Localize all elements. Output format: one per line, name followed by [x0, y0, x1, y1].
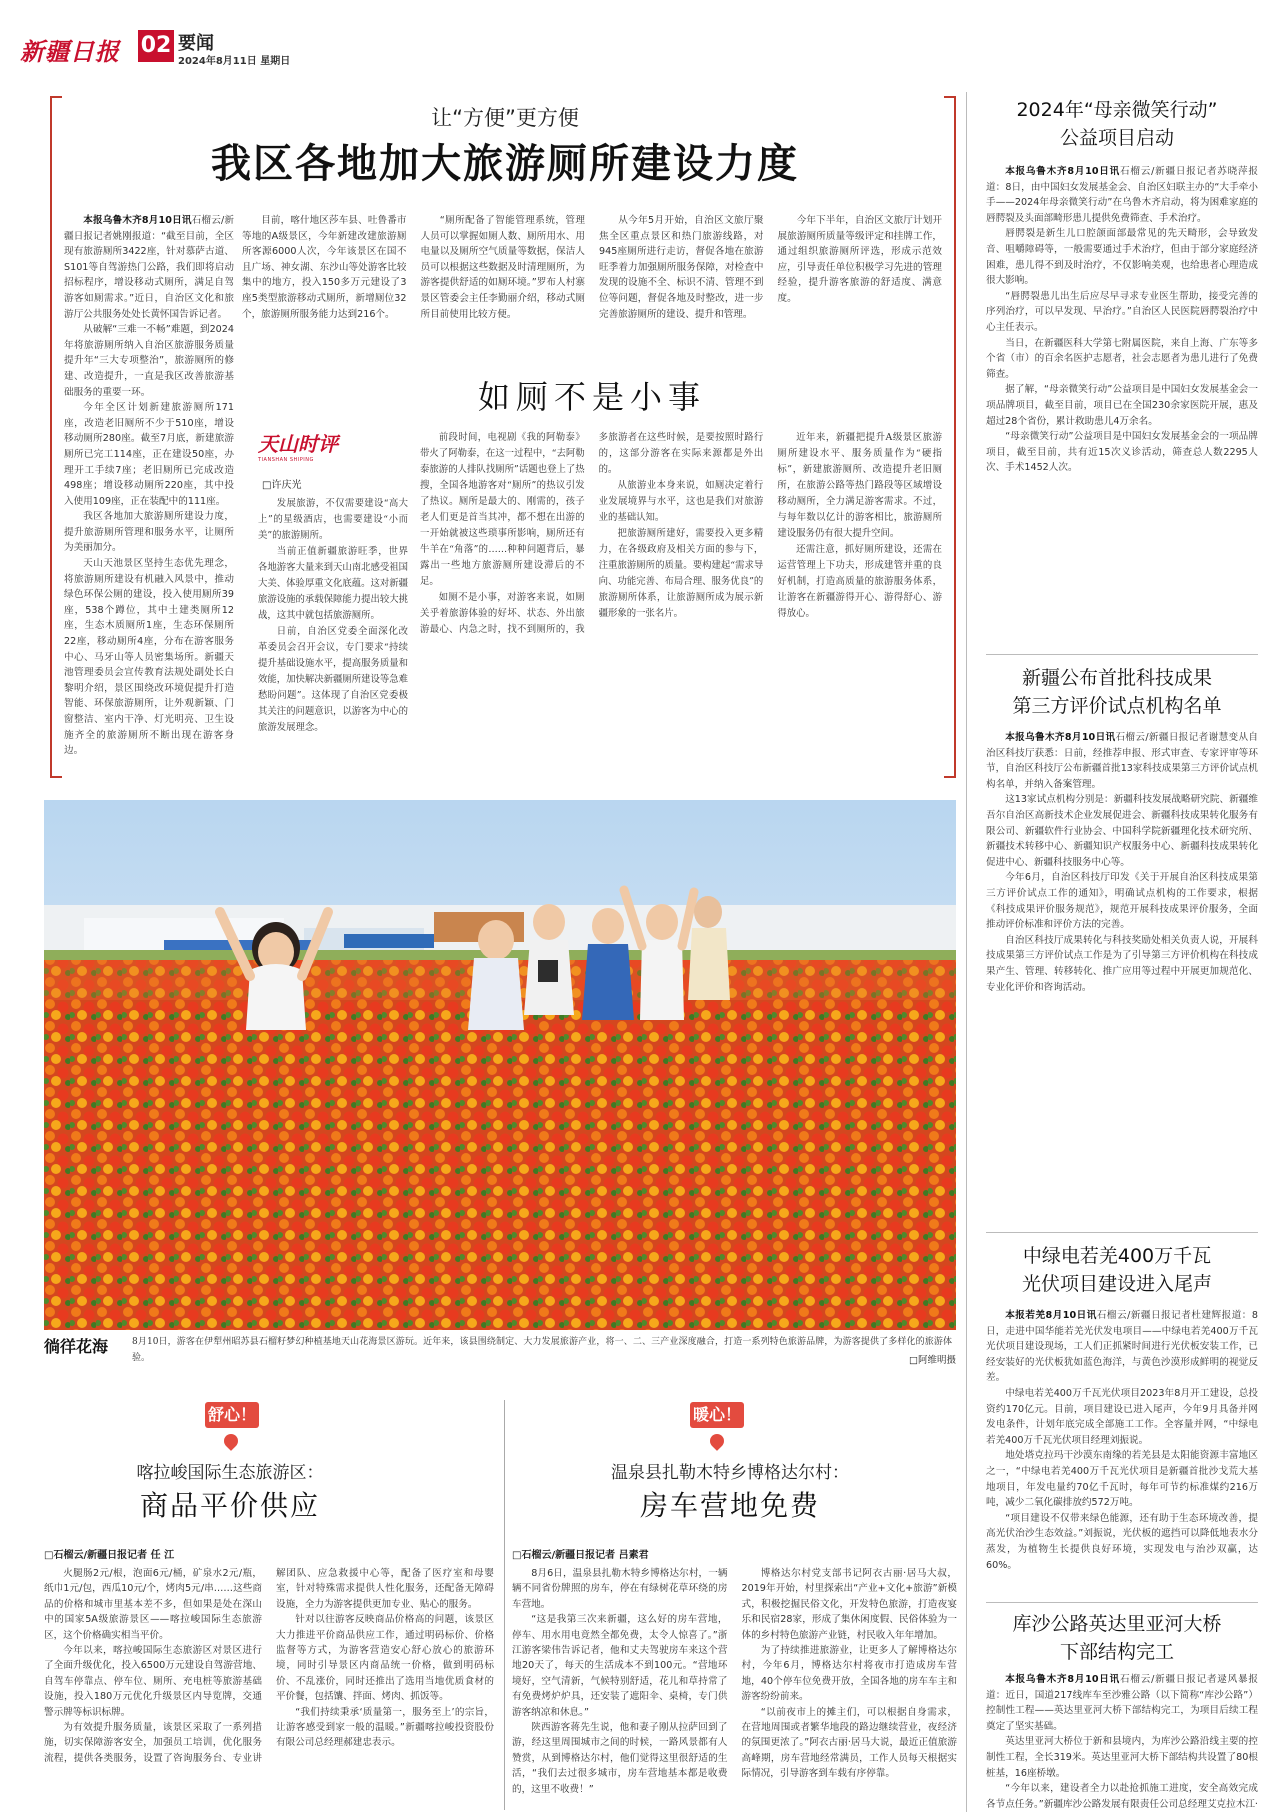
title-line: 库沙公路英达里亚河大桥 [1012, 1613, 1222, 1635]
paragraph: 据了解，“母亲微笑行动”公益项目是中国妇女发展基金会一项品牌项目，截至目前，项目已在全国230余家医院开展，惠及超过28个省份，累计救助患儿4万余名。 [986, 384, 1258, 427]
paragraph: 石榴云/新疆日报记者苏晓萍报道：8日，由中国妇女发展基金会、自治区妇联主办的“大手牵小手——2024年母亲微笑行动”在乌鲁木齐启动，将为困难家庭的唇腭裂及头面部畸形患儿提供免费筛查、手术治疗。 [986, 166, 1258, 224]
title-line: 公益项目启动 [1059, 127, 1174, 149]
mid-paragraph: 为了持续推进旅游业，让更多人了解博格达尔村，今年6月，博格达尔村将夜市打造成房车营地，40个停车位免费开放，全国各地的房车车主和游客纷纷前来。 [741, 1645, 957, 1703]
main-kicker: 让“方便”更方便 [431, 106, 579, 130]
title-line: 下部结构完工 [1059, 1641, 1174, 1663]
story-divider [986, 1232, 1258, 1233]
paragraph: 地处塔克拉玛干沙漠东南缘的若羌县是太阳能资源丰富地区之一，“中绿电若羌400万千瓦光伏项目是新疆首批沙戈荒大基地项目，年发电量约70亿千瓦时，每年可节约标准煤约216万吨，减少二氧化碳排放约572万吨。 [986, 1450, 1258, 1509]
right-story-1-title [972, 96, 1262, 152]
paragraph: “母亲微笑行动”公益项目是中国妇女发展基金会的一项品牌项目，截至目前，共有近15次义诊活动，筛查总人数2295人次、手术1452人次。 [986, 431, 1258, 474]
title-line: 光伏项目建设进入尾声 [1021, 1273, 1212, 1295]
paragraph: 中绿电若羌400万千瓦光伏项目2023年8月开工建设，总投资约170亿元。目前，项目建设已进入尾声，今年9月具备并网发电条件，计划年底完成全部施工工作。全容量并网，“中绿电若羌400万千瓦光伏项目经理刘振说。 [986, 1387, 1258, 1446]
location-pin-icon [221, 1431, 241, 1451]
main-paragraph: 今年全区计划新建旅游厕所171座，改造老旧厕所不少于510座，增设移动厕所280座。截至7月底，新建旅游厕所已完工114座，正在建设50座，办理开工手续7座；老旧厕所已完成改造498座；增设移动厕所220座，其中投入使用109座，正在装配中的111座。 [64, 402, 234, 507]
commentary-paragraph: 从旅游业本身来说，如厕决定着行业发展境界与水平，这也是我们对旅游业的基础认知。 [598, 480, 764, 523]
issue-date [178, 52, 290, 67]
badge-text: 暖心！ [692, 1405, 741, 1424]
right-story-4-body [986, 1672, 1258, 1810]
weekday-text: 星期日 [260, 56, 291, 67]
mid-paragraph: 陕西游客蒋先生说，他和妻子刚从拉萨回到了游，经这里周围城市之间的时候，一路风景都有人赞赏，从到博格达尔村，他们觉得这里很舒适的生活，“我们去过很多城市，房车营地基本都是收费的，这里不收费！” [512, 1722, 728, 1795]
commentary-body [258, 496, 408, 768]
photo-credit: □阿维明摄 [909, 1355, 956, 1366]
paragraph: 当日，在新疆医科大学第七附属医院，来自上海、广东等多个省（市）的百余名医护志愿者，社会志愿者为患儿进行了免费筛查。 [986, 337, 1258, 380]
paragraph: 石榴云/新疆日报记者谢慧变从自治区科技厅获悉：日前，经推荐申报、形式审查、专家评审等环节，自治区科技厅公布新疆首批13家科技成果第三方评价试点机构名单，并纳入备案管理。 [986, 732, 1258, 790]
page-number: 02 [138, 30, 174, 62]
commentary-paragraph: 当前正值新疆旅游旺季，世界各地游客大量来到天山南北感受祖国大美、体验厚重文化底蕴。这对新疆旅游设施的承载保障能力提出较大挑战，这其中就包括旅游厕所。 [258, 546, 408, 621]
right-story-3-body [986, 1308, 1258, 1598]
column-logo-text: 天山时评 [258, 432, 338, 456]
right-story-2-body [986, 730, 1258, 1224]
main-paragraph: 我区各地加大旅游厕所建设力度，提升旅游厕所管理和服务水平，让厕所为美丽加分。 [64, 511, 234, 554]
commentary-body-cont [420, 430, 942, 768]
left-story-body [44, 1566, 494, 1811]
frame-corner-bl [50, 776, 62, 778]
main-paragraph: 今年下半年，自治区文旅厅计划开展旅游厕所质量等级评定和挂牌工作，通过组织旅游厕所评选，形成示范效应，引导责任单位积极学习先进的管理经验，提升游客旅游的舒适度、满意度。 [777, 215, 942, 304]
main-headline: 我区各地加大旅游厕所建设力度 [211, 141, 799, 187]
paragraph: 今年6月，自治区科技厅印发《关于开展自治区科技成果第三方评价试点工作的通知》，明确试点机构的工作要求，根据《科技成果评价服务规范》，规范开展科技成果评价服务，全面推动评价标准和评价方法的完善。 [986, 872, 1258, 931]
frame-right [954, 96, 956, 778]
dateline: 本报乌鲁木齐8月10日讯 [1005, 166, 1121, 177]
newspaper-logo: 新疆日报 [20, 37, 120, 66]
commentary-paragraph: 前段时间，电视剧《我的阿勒泰》带火了阿勒泰，在这一过程中，“去阿勒泰旅游的人排队找厕所”话题也登上了热搜，全国各地游客对“厕所”的热议引发了热议。厕所是最大的、刚需的，孩子老人们更是首当其冲，都不想在出游的一开始就被这些琐事所影响，厕所还有牛羊在“角落”的……种种问题背后，暴露出一些地方旅游厕所建设滞后的不足。 [420, 432, 585, 587]
badge-text: 舒心！ [207, 1405, 256, 1424]
story-divider [986, 1602, 1258, 1603]
paragraph: “今年以来，建设者全力以赴抢抓施工进度，安全高效完成各节点任务。”新疆库沙公路发展有限责任公司总经理艾克拉木江· [986, 1783, 1258, 1810]
photo-title: 徜徉花海 [44, 1337, 109, 1356]
commentary-paragraph: 日前，自治区党委全面深化改革委员会召开会议，专门要求“持续提升基础设施水平，提高服务质量和效能，加快解决新疆厕所建设等急难愁盼问题”。这体现了自治区党委极其关注的问题意识，以游客为中心的旅游发展理念。 [258, 626, 408, 733]
dateline: 本报乌鲁木齐8月10日讯 [1005, 1674, 1121, 1685]
right-story-3-title [972, 1242, 1262, 1298]
main-paragraph: 从今年5月开始，自治区文旅厅聚焦全区重点景区和热门旅游线路，对945座厕所进行走访，督促各地在旅游旺季着力加强厕所服务保障，对检查中发现的设施不全、标识不清、管理不到位等问题，督促各地及时整改，进一步完善旅游厕所的建设、提升和管理。 [599, 215, 764, 320]
commentary-paragraph: 还需注意，抓好厕所建设，还需在运营管理上下功夫，形成建管并重的良好机制，打造高质量的旅游服务体系，让游客在新疆游得开心、游得舒心、游得放心。 [777, 544, 942, 619]
left-story-location: 喀拉峻国际生态旅游区： [136, 1463, 324, 1483]
main-article-body-cont [242, 213, 942, 341]
commentary-paragraph: 发展旅游，不仅需要建设“高大上”的星级酒店，也需要建设“小而美”的旅游厕所。 [258, 498, 408, 541]
right-story-2-title [972, 664, 1262, 720]
story-divider [986, 654, 1258, 655]
paragraph: “项目建设不仅带来绿色能源，还有助于生态环境改善，提高光伏治沙生态效益。”刘振说，光伏板的遮挡可以降低地表水分蒸发，为植物生长提供良好环境，实现发电与治沙双赢，达60%。 [986, 1512, 1258, 1571]
left-paragraph: 为有效提升服务质量，该景区采取了一系列措施，切实保障游客安全，加强员工培训，优化服务流程，提供各类服务，设置了咨询服务台、专业讲解团队、应急救援中心等，配备了医疗室和母婴室，针对特殊需求提供人性化服务，还配备无障碍设施，全力为游客提供更加专业、贴心的服务。 [44, 1568, 494, 1764]
left-paragraph: 针对以往游客反映商品价格高的问题，该景区大力推进平价商品供应工作，通过明码标价、价格监督等方式，为游客营造安心舒心放心的旅游环境，同时引导景区内商品统一价格，做到明码标价、不乱涨价，同时还推出了选用当地优质食材的平价餐，包括馕、拌面、烤肉、抓饭等。 [276, 1614, 494, 1703]
photo-illustration [44, 800, 956, 1330]
paragraph: 石榴云/新疆日报记者逯风暴报道：近日，国道217线库车至沙雅公路（以下简称“库沙公路”）控制性工程——英达里亚河大桥下部结构完工，为项目后续工程奠定了坚实基础。 [986, 1674, 1258, 1732]
mid-story-author: □石榴云/新疆日报记者 吕素君 [512, 1550, 649, 1561]
main-article-body [64, 213, 234, 768]
mid-story-location: 温泉县扎勒木特乡博格达尔村： [611, 1463, 849, 1483]
photo-caption: 8月10日，游客在伊犁州昭苏县石榴籽梦幻种植基地天山花海景区游玩。近年来，该县围绕制定、大力发展旅游产业，将一、二、三产业深度融合，打造一系列特色旅游品牌，为游客提供了多样化的旅游体验。 [132, 1337, 952, 1363]
left-paragraph: 今年以来，喀拉峻国际生态旅游区对景区进行了全面升级优化，投入6500万元建设自驾游营地、自驾车停靠点、停车位、厕所、充电桩等旅游基础设施，投入180万元优化升级景区内导览牌，交通警示牌等标识标牌。 [44, 1645, 262, 1718]
paragraph: “唇腭裂患儿出生后应尽早寻求专业医生帮助，接受完善的序列治疗，可以早发现、早治疗。”自治区人民医院唇腭裂治疗中心主任表示。 [986, 290, 1258, 333]
commentary-paragraph: 把旅游厕所建好，需要投入更多精力，在各级政府及相关方面的参与下，注重旅游厕所的质量。要构建起“需求导向、功能完善、布局合理、服务优良”的旅游厕所体系，让旅游厕所成为展示新疆形象的一张名片。 [598, 528, 764, 619]
right-story-1-body [986, 164, 1258, 644]
main-paragraph: 天山天池景区坚持生态优先理念，将旅游厕所建设有机融入风景中，推动绿色环保公厕的建设，投入使用厕所39座，538个蹲位，其中土建类厕所12座，生态木质厕所1座，生态环保厕所22座，移动厕所4座，分布在游客服务中心、马牙山等人员密集场所。新疆天池管理委员会宣传教育法规处副处长白黎明介绍，景区围绕改环境促提升打造智能、环保旅游厕所，让外观新颖、门窗整洁、室内干净、灯光明亮、卫生设施齐全的旅游厕所不断出现在游客身边。 [64, 558, 234, 757]
paragraph: 自治区科技厅成果转化与科技奖励处相关负责人说，开展科技成果第三方评价试点工作是为了引导第三方评价机构在科技成果产生、管理、转移转化、推广应用等过程中开展更加规范化、专业化评价和咨询活动。 [986, 934, 1258, 993]
commentary-author: □许庆光 [262, 480, 302, 491]
commentary-title: 如厕不是小事 [477, 378, 706, 416]
date-text: 2024年8月11日 [178, 56, 257, 67]
paragraph: 这13家试点机构分别是：新疆科技发展战略研究院、新疆维吾尔自治区高新技术企业发展促进会、新疆科技成果转化服务有限公司、新疆软件行业协会、中国科学院新疆理化技术研究所、新疆技术转移中心、新疆知识产权服务中心、新疆科技成果转化促进中心、新疆科技服务中心等。 [986, 794, 1258, 868]
mid-story-headline: 房车营地免费 [639, 1489, 820, 1522]
mid-paragraph: “这是我第三次来新疆，这么好的房车营地，停车、用水用电竟然全都免费，太令人惊喜了。”浙江游客梁伟告诉记者，他和丈夫驾驶房车来这个营地20天了，每天的生活成本不到100元。“营地环境好，空气清新，气候特别舒适，花儿和草持常了有免费烤炉炉具，还安装了遮阳伞、桌椅，专门供游客纳凉和休息。” [512, 1614, 728, 1718]
mid-paragraph: “以前夜市上的摊主们，可以根据自身需求，在营地周围或者繁华地段的路边继续营业，夜经济的氛围更浓了。”阿衣古丽·居马大说，最近正值旅游高峰期，房车营地经常满员，工作人员每天根据实际情况，引导游客到车载有序停靠。 [741, 1706, 957, 1780]
section-name: 要闻 [178, 33, 214, 54]
column-logo-en: TIANSHAN SHIPING [258, 457, 314, 463]
dateline: 本报若羌8月10日讯 [1005, 1310, 1097, 1321]
dateline: 本报乌鲁木齐8月10日讯 [1005, 732, 1116, 743]
mid-story-body [512, 1566, 957, 1811]
dateline: 本报乌鲁木齐8月10日讯 [83, 215, 192, 226]
left-paragraph: 火腿肠2元/根，泡面6元/桶，矿泉水2元/瓶，纸巾1元/包，西瓜10元/个，烤肉5元/串……这些商品的价格和城市里基本差不多，但如果是处在深山中的国家5A级旅游景区——喀拉峻国际生态旅游区，这个价格确实相当平价。 [44, 1568, 262, 1641]
title-line: 第三方评价试点机构名单 [1012, 695, 1222, 717]
main-paragraph: 目前，喀什地区莎车县、吐鲁番市等地的A级景区，今年新建改建旅游厕所客源6000人次，今年该景区在国不且广场、神女湖、东沙山等处游客比较集中的地方，投入150多万元建设了3座5类型旅游移动式厕所，新增厕位32个，旅游厕所服务能力达到216个。 [242, 215, 407, 320]
mid-paragraph: 博格达尔村党支部书记阿衣古丽·居马大叔，2019年开始，村里探索出“产业+文化+旅游”新模式，积极挖掘民俗文化，开发特色旅游，打造夜宴乐和民宿28家，形成了集休闲度假、民俗体验为一体的乡村特色旅游产业链，村民收入年年增加。 [741, 1568, 957, 1641]
paragraph: 唇腭裂是新生儿口腔颌面部最常见的先天畸形，会导致发音、咀嚼障碍等，一般需要通过手术治疗，但由于部分家庭经济困难，患儿得不到及时治疗，不仅影响美观，也给患者心理造成很大影响。 [986, 228, 1258, 287]
main-paragraph: “厕所配备了智能管理系统，管理人员可以掌握如厕人数、厕所用水、用电量以及厕所空气质量等数据，保洁人员可以根据这些数据及时清理厕所，为游客提供舒适的如厕环境。”罗布人村寨景区管委会主任李勤丽介绍，移动式厕所目前使用比较方便。 [420, 215, 585, 320]
location-pin-icon [707, 1431, 727, 1451]
commentary-paragraph: 近年来，新疆把提升A级景区旅游厕所建设水平、服务质量作为“硬指标”，新建旅游厕所、改造提升老旧厕所，在旅游公路等热门路段等区域增设移动厕所，全力满足游客需求。不过，与每年数以亿计的游客相比，旅游厕所建设服务仍有很大提升空间。 [777, 432, 942, 539]
right-column-divider [966, 92, 967, 1812]
left-story-author: □石榴云/新疆日报记者 任 江 [44, 1550, 175, 1561]
left-story-headline: 商品平价供应 [139, 1489, 320, 1522]
commentary-paragraph: 如厕不是小事，对游客来说，如厕关乎着旅游体验的好坏、状态、外出旅游最心、内急之时，找不到厕所的，我多旅游者在这些时候，是要按照时路行的，这部分游客在实际来源都是外出的。 [420, 432, 764, 635]
paragraph: 英达里亚河大桥位于新和县境内，为库沙公路沿线主要的控制性工程，全长319米。英达里亚河大桥下部结构共设置了80根桩基，16座桥墩。 [986, 1736, 1258, 1779]
frame-corner-tl [50, 96, 62, 98]
title-line: 中绿电若羌400万千瓦 [1022, 1245, 1212, 1267]
masthead [20, 28, 880, 72]
soothe-badge [205, 1402, 259, 1428]
column-divider [504, 1400, 505, 1810]
flower-field-photo [44, 800, 956, 1330]
title-line: 新疆公布首批科技成果 [1021, 667, 1212, 689]
warm-badge [690, 1402, 744, 1428]
main-paragraph: 石榴云/新疆日报记者姚刚报道：“截至目前，全区现有旅游厕所3422座，针对慕萨古道、S101等自驾游热门公路，我们即将启动招标程序，增设移动式厕所，满足自驾游客如厕需求。”近日，自治区文化和旅游厅公共服务处处长黄怀国告诉记者。 [64, 215, 234, 320]
main-paragraph: 从破解“三难一不畅”难题，到2024年将旅游厕所纳入自治区旅游服务质量提升年“三大专项整治”，旅游厕所的修建、改造提升，一直是我区改善旅游基础服务的重要一环。 [64, 324, 234, 398]
mid-paragraph: 8月6日，温泉县扎勒木特乡博格达尔村，一辆辆不同省份牌照的房车，停在有绿树花草环绕的房车营地。 [512, 1568, 728, 1610]
column-logo [258, 428, 348, 472]
paragraph: 石榴云/新疆日报记者杜建辉报道：8日，走进中国华能若羌光伏发电项目——中绿电若羌400万千瓦光伏项目建设现场，工人们正抓紧时间进行光伏板安装工作，已经安装好的光伏板犹如蓝色海洋，与黄色沙漠形成鲜明的视觉反差。 [986, 1310, 1258, 1384]
right-story-4-title [972, 1610, 1262, 1666]
title-line: 2024年“母亲微笑行动” [1016, 99, 1218, 121]
left-paragraph: “我们持续秉承‘质量第一，服务至上’的宗旨，让游客感受到家一般的温暖。”新疆喀拉峻投资股份有限公司总经理郝建忠表示。 [276, 1706, 494, 1749]
